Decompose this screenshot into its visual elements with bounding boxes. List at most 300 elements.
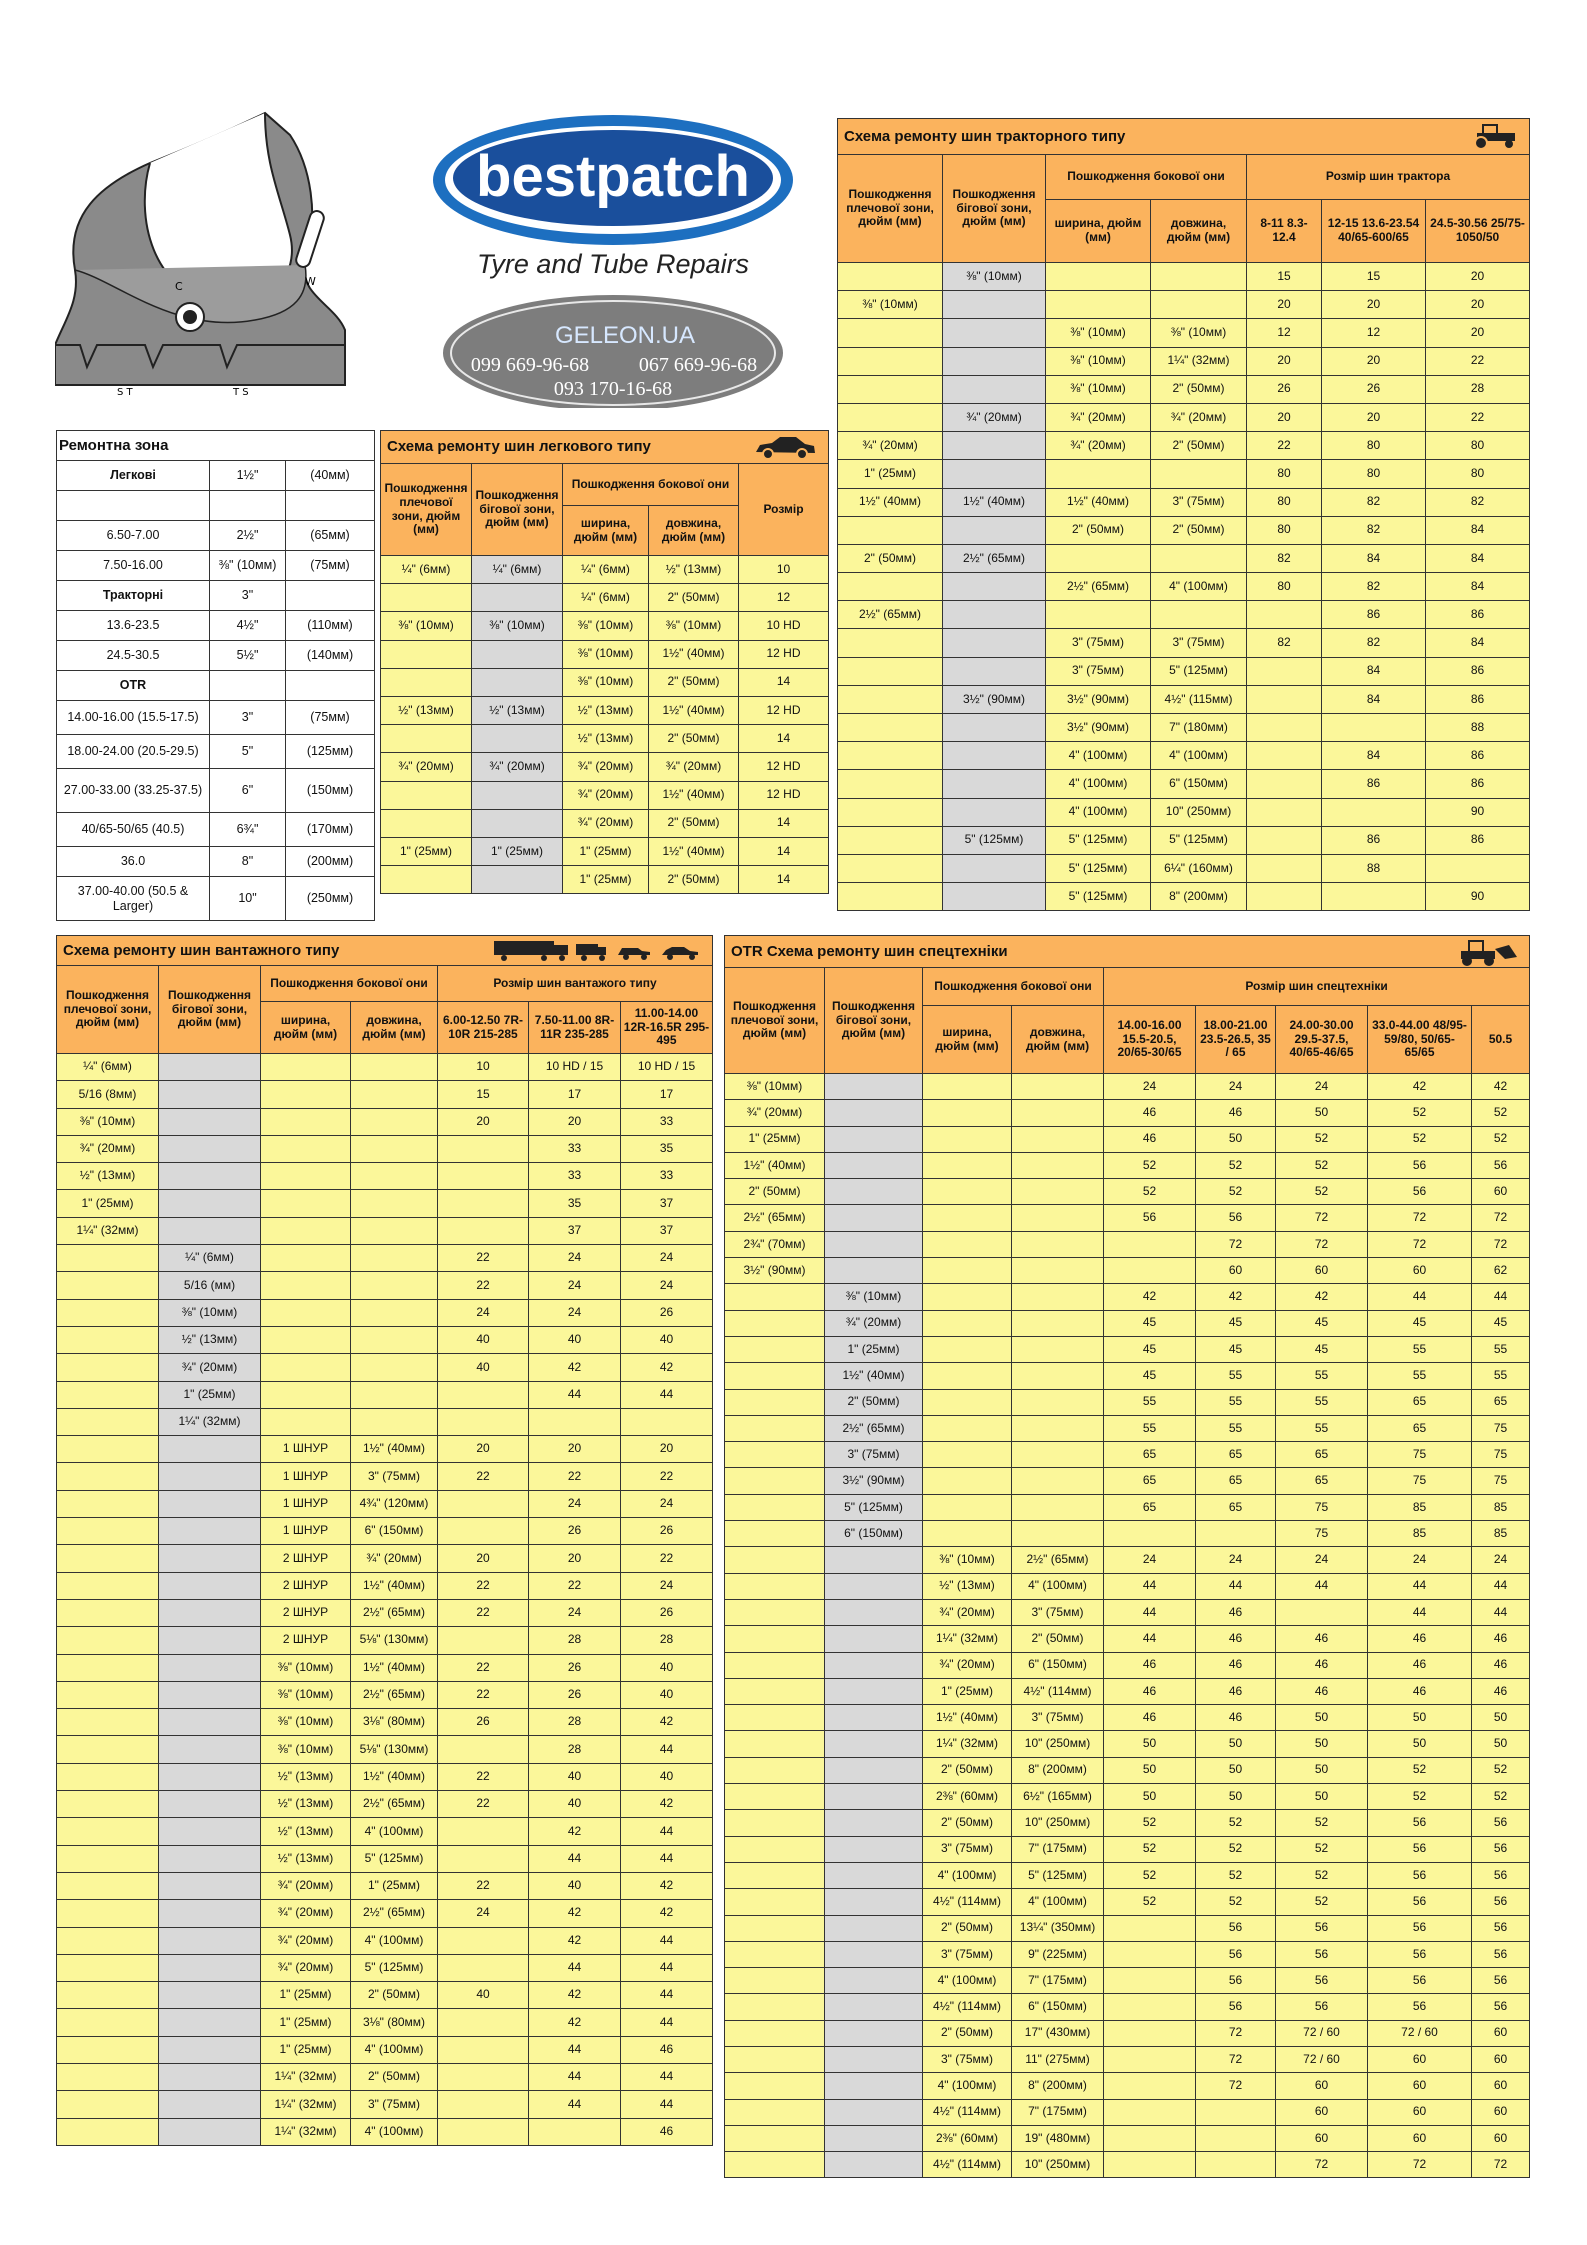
car-cell (381, 781, 472, 809)
otr-cell (1104, 2125, 1196, 2151)
tractor-cell: 8" (200мм) (1151, 883, 1247, 911)
tractor-cell (943, 883, 1046, 911)
truck-cell (57, 1900, 159, 1927)
truck-cell: 22 (438, 1463, 529, 1490)
otr-h-shoulder: Пошкодження плечової зони, дюйм (мм) (725, 968, 825, 1074)
car-block (380, 430, 828, 894)
car-h-size: Розмір (739, 464, 829, 556)
tractor-cell (838, 770, 943, 798)
truck-cell: 22 (438, 1654, 529, 1681)
truck-cell (159, 1627, 261, 1654)
truck-cell (57, 1927, 159, 1954)
otr-cell: ¾" (20мм) (923, 1599, 1012, 1625)
otr-cell: ⅜" (10мм) (725, 1074, 825, 1100)
truck-cell: 10 HD / 15 (529, 1054, 621, 1081)
otr-cell: 60 (1472, 2099, 1530, 2125)
truck-cell: 6" (150мм) (351, 1518, 438, 1545)
otr-cell: 72 (1276, 1205, 1368, 1231)
truck-row (57, 1408, 713, 1435)
otr-cell: 1" (25мм) (923, 1678, 1012, 1704)
truck-cell (261, 1135, 351, 1162)
otr-cell (1276, 1599, 1368, 1625)
otr-cell (725, 1521, 825, 1547)
otr-cell: 65 (1472, 1389, 1530, 1415)
zone-cell: 27.00-33.00 (33.25-37.5) (57, 769, 210, 813)
otr-cell: 6" (150мм) (825, 1521, 923, 1547)
zone-row (57, 769, 375, 813)
otr-cell: 45 (1368, 1310, 1472, 1336)
truck-cell: 1" (25мм) (261, 2009, 351, 2036)
truck-cell: 26 (529, 1681, 621, 1708)
otr-cell (923, 1442, 1012, 1468)
otr-cell: 17" (430мм) (1012, 2020, 1104, 2046)
otr-row (725, 1626, 1530, 1652)
truck-row (57, 1900, 713, 1927)
truck-cell: 40 (621, 1681, 713, 1708)
truck-cell: 42 (621, 1872, 713, 1899)
truck-cell: 44 (621, 1927, 713, 1954)
tractor-cell: 82 (1322, 629, 1426, 657)
otr-cell (1104, 1258, 1196, 1284)
otr-cell: 44 (1472, 1284, 1530, 1310)
otr-cell (1012, 1179, 1104, 1205)
truck-cell: 44 (621, 1845, 713, 1872)
otr-title: OTR Схема ремонту шин спецтехніки (725, 936, 1530, 968)
otr-cell (1012, 1284, 1104, 1310)
tractor-row (838, 714, 1530, 742)
truck-cell (621, 1408, 713, 1435)
otr-cell: 10" (250мм) (1012, 1731, 1104, 1757)
truck-cell (438, 1135, 529, 1162)
tractor-cell: 10" (250мм) (1151, 798, 1247, 826)
otr-cell: 52 (1104, 1152, 1196, 1178)
truck-cell: 28 (529, 1736, 621, 1763)
svg-text:S T: S T (117, 387, 133, 398)
truck-cell: ¾" (20мм) (159, 1354, 261, 1381)
zone-cell: Тракторні (57, 581, 210, 611)
tractor-cell (838, 263, 943, 291)
truck-cell: 44 (621, 2091, 713, 2118)
truck-cell (261, 1408, 351, 1435)
otr-cell (725, 1415, 825, 1441)
truck-cell (438, 1163, 529, 1190)
truck-cell: 44 (621, 1818, 713, 1845)
tractor-cell: ⅜" (10мм) (1046, 375, 1151, 403)
tractor-cell: 82 (1247, 544, 1322, 572)
tractor-cell (1247, 742, 1322, 770)
brand-text: bestpatch (476, 144, 750, 209)
otr-cell (825, 1573, 923, 1599)
otr-cell: 56 (1368, 1968, 1472, 1994)
zone-cell: 8" (210, 847, 286, 877)
truck-row (57, 1354, 713, 1381)
truck-cell: 42 (529, 1354, 621, 1381)
truck-cell (351, 1299, 438, 1326)
otr-cell (825, 1652, 923, 1678)
otr-cell: ¾" (20мм) (725, 1100, 825, 1126)
otr-cell (1012, 1205, 1104, 1231)
tractor-cell: 1½" (40мм) (1046, 488, 1151, 516)
truck-cell (438, 1518, 529, 1545)
otr-cell: 3" (75мм) (923, 2046, 1012, 2072)
zone-cell: (65мм) (286, 521, 375, 551)
truck-cell (261, 1054, 351, 1081)
car-row (381, 556, 829, 584)
otr-cell (825, 1889, 923, 1915)
truck-cell: 33 (621, 1163, 713, 1190)
tractor-cell: 20 (1247, 347, 1322, 375)
tractor-cell (838, 798, 943, 826)
truck-cell: ½" (13мм) (261, 1791, 351, 1818)
truck-row (57, 2009, 713, 2036)
truck-row (57, 1709, 713, 1736)
tractor-row (838, 573, 1530, 601)
tractor-cell: 86 (1322, 770, 1426, 798)
otr-row (725, 1126, 1530, 1152)
tractor-cell: 6" (150мм) (1151, 770, 1247, 798)
tractor-cell (943, 742, 1046, 770)
otr-cell: 52 (1196, 1179, 1276, 1205)
truck-cell (159, 1436, 261, 1463)
tractor-cell: 88 (1322, 854, 1426, 882)
zone-cell: 14.00-16.00 (15.5-17.5) (57, 701, 210, 735)
truck-cell: 33 (621, 1108, 713, 1135)
truck-cell: 24 (621, 1572, 713, 1599)
otr-cell (725, 2020, 825, 2046)
otr-cell (1104, 1994, 1196, 2020)
otr-cell: 6" (150мм) (1012, 1994, 1104, 2020)
otr-cell: 52 (1104, 1810, 1196, 1836)
tractor-cell: 12 (1247, 319, 1322, 347)
truck-row (57, 1217, 713, 1244)
car-cell: ¾" (20мм) (563, 781, 649, 809)
tractor-cell (1046, 263, 1151, 291)
car-cell: 12 HD (739, 781, 829, 809)
truck-row (57, 1545, 713, 1572)
car-row (381, 725, 829, 753)
truck-cell: 22 (438, 1245, 529, 1272)
car-cell: ⅜" (10мм) (563, 668, 649, 696)
otr-h-tread: Пошкодження бігової зони, дюйм (мм) (825, 968, 923, 1074)
truck-cell (159, 1982, 261, 2009)
tractor-cell: 5" (125мм) (1046, 883, 1151, 911)
otr-row (725, 1310, 1530, 1336)
otr-cell (1012, 1258, 1104, 1284)
truck-cell (159, 1108, 261, 1135)
tractor-cell: 86 (1426, 601, 1530, 629)
truck-cell: 33 (529, 1163, 621, 1190)
truck-h-c1: 6.00-12.50 7R-10R 215-285 (438, 1002, 529, 1054)
otr-cell (725, 1731, 825, 1757)
truck-cell: 26 (621, 1599, 713, 1626)
truck-row (57, 2118, 713, 2145)
otr-cell: 5" (125мм) (825, 1494, 923, 1520)
truck-row (57, 1681, 713, 1708)
truck-row (57, 1845, 713, 1872)
tractor-cell: 5" (125мм) (1151, 657, 1247, 685)
otr-cell (1196, 2125, 1276, 2151)
truck-cell (57, 1436, 159, 1463)
truck-row (57, 1081, 713, 1108)
truck-row (57, 1108, 713, 1135)
otr-cell: 3" (75мм) (1012, 1599, 1104, 1625)
otr-cell: 60 (1276, 2125, 1368, 2151)
otr-cell: 72 (1276, 2152, 1368, 2178)
truck-cell: 2 ШНУР (261, 1545, 351, 1572)
otr-cell (1104, 2020, 1196, 2046)
otr-row (725, 1284, 1530, 1310)
otr-cell: 1½" (40мм) (825, 1363, 923, 1389)
otr-cell: 52 (1472, 1100, 1530, 1126)
otr-cell: 52 (1472, 1784, 1530, 1810)
otr-cell: ⅜" (10мм) (825, 1284, 923, 1310)
truck-cell (57, 1736, 159, 1763)
car-cell: ¼" (6мм) (381, 556, 472, 584)
car-h-length: довжина, дюйм (мм) (649, 506, 739, 556)
truck-cell (57, 1599, 159, 1626)
car-cell: ¾" (20мм) (563, 753, 649, 781)
truck-cell: 3⅛" (80мм) (351, 2009, 438, 2036)
tractor-cell (943, 516, 1046, 544)
truck-cell (159, 1518, 261, 1545)
otr-cell (1104, 1968, 1196, 1994)
tractor-cell: 15 (1247, 263, 1322, 291)
otr-cell: 56 (1368, 1994, 1472, 2020)
truck-row (57, 1791, 713, 1818)
truck-cell (57, 1354, 159, 1381)
tractor-cell (1247, 798, 1322, 826)
otr-cell: 60 (1472, 2020, 1530, 2046)
otr-cell (1012, 1126, 1104, 1152)
truck-cell: 3⅛" (80мм) (351, 1709, 438, 1736)
truck-cell: 1" (25мм) (261, 2036, 351, 2063)
tractor-row (838, 629, 1530, 657)
otr-cell: 19" (480мм) (1012, 2125, 1104, 2151)
otr-cell (825, 1100, 923, 1126)
car-cell: 1½" (40мм) (649, 837, 739, 865)
otr-cell: 4½" (114мм) (923, 1889, 1012, 1915)
otr-cell: 65 (1368, 1415, 1472, 1441)
otr-cell: 1¼" (32мм) (923, 1626, 1012, 1652)
tractor-cell: 3½" (90мм) (1046, 714, 1151, 742)
truck-cell (159, 1954, 261, 1981)
otr-cell: 52 (1368, 1100, 1472, 1126)
tractor-cell (943, 573, 1046, 601)
truck-cell: 33 (529, 1135, 621, 1162)
otr-cell (1012, 1494, 1104, 1520)
tractor-icon (1469, 122, 1519, 150)
zone-row (57, 521, 375, 551)
car-cell: 14 (739, 866, 829, 894)
otr-cell: 72 (1196, 2046, 1276, 2072)
truck-row (57, 1299, 713, 1326)
car-cell (381, 668, 472, 696)
otr-cell: 50 (1472, 1731, 1530, 1757)
truck-cell (159, 1736, 261, 1763)
truck-cell (57, 1845, 159, 1872)
zone-cell: 6.50-7.00 (57, 521, 210, 551)
zone-cell: (150мм) (286, 769, 375, 813)
tractor-cell (1247, 714, 1322, 742)
tractor-cell: 1" (25мм) (838, 460, 943, 488)
otr-cell: 44 (1196, 1573, 1276, 1599)
tractor-cell: ⅜" (10мм) (943, 263, 1046, 291)
zone-cell (210, 671, 286, 701)
tractor-h-tread: Пошкодження бігової зони, дюйм (мм) (943, 155, 1046, 263)
truck-cell: ¾" (20мм) (261, 1927, 351, 1954)
truck-cell (159, 1081, 261, 1108)
tractor-cell (1247, 601, 1322, 629)
otr-cell: 46 (1196, 1678, 1276, 1704)
truck-cell (159, 2091, 261, 2118)
otr-cell: 50 (1104, 1784, 1196, 1810)
truck-cell: 26 (621, 1518, 713, 1545)
tractor-cell (1322, 883, 1426, 911)
otr-cell: 2" (50мм) (1012, 1626, 1104, 1652)
tractor-h-c1: 8-11 8.3-12.4 (1247, 200, 1322, 263)
otr-cell: 2⅜" (60мм) (923, 2125, 1012, 2151)
truck-cell (159, 1763, 261, 1790)
otr-cell (1012, 1389, 1104, 1415)
truck-h-size: Розмір шин вантажого типу (438, 966, 713, 1002)
zone-row (57, 701, 375, 735)
tractor-cell: 82 (1322, 516, 1426, 544)
tractor-cell: 80 (1247, 516, 1322, 544)
truck-cell (351, 1326, 438, 1353)
otr-cell: 56 (1276, 1968, 1368, 1994)
truck-cell: 44 (529, 1954, 621, 1981)
zone-cell: 7.50-16.00 (57, 551, 210, 581)
truck-cell (261, 1190, 351, 1217)
otr-cell: 85 (1472, 1521, 1530, 1547)
car-row (381, 753, 829, 781)
tractor-cell: 86 (1426, 826, 1530, 854)
otr-row (725, 2125, 1530, 2151)
truck-cell: 1½" (40мм) (351, 1654, 438, 1681)
truck-cell (438, 1381, 529, 1408)
tractor-cell (1151, 263, 1247, 291)
truck-cell: 2 ШНУР (261, 1627, 351, 1654)
zone-cell: 37.00-40.00 (50.5 & Larger) (57, 877, 210, 921)
otr-cell: 42 (1472, 1074, 1530, 1100)
truck-cell: 44 (621, 1381, 713, 1408)
truck-cell (261, 1245, 351, 1272)
truck-cell: 44 (621, 2063, 713, 2090)
otr-cell: 3½" (90мм) (725, 1258, 825, 1284)
truck-row (57, 1272, 713, 1299)
truck-cell: 1¼" (32мм) (261, 2118, 351, 2145)
otr-cell: 7" (175мм) (1012, 1968, 1104, 1994)
tractor-cell: 3" (75мм) (1046, 629, 1151, 657)
zone-cell (210, 491, 286, 521)
truck-cell: 40 (529, 1791, 621, 1818)
logo (425, 108, 805, 408)
truck-cell (261, 1299, 351, 1326)
zone-cell: (75мм) (286, 551, 375, 581)
tractor-cell: 88 (1426, 714, 1530, 742)
otr-cell: 56 (1368, 1152, 1472, 1178)
zone-cell: ⅜" (10мм) (210, 551, 286, 581)
otr-cell: 46 (1196, 1705, 1276, 1731)
zone-cell: OTR (57, 671, 210, 701)
tractor-cell: 86 (1426, 657, 1530, 685)
otr-cell: 11" (275мм) (1012, 2046, 1104, 2072)
truck-cell: ¾" (20мм) (261, 1900, 351, 1927)
otr-row (725, 1599, 1530, 1625)
otr-cell: 50 (1196, 1126, 1276, 1152)
otr-cell (825, 1626, 923, 1652)
truck-cell (351, 1081, 438, 1108)
tractor-cell (838, 685, 943, 713)
zone-row (57, 813, 375, 847)
tractor-cell: 2½" (65мм) (838, 601, 943, 629)
otr-cell: 5" (125мм) (1012, 1862, 1104, 1888)
truck-cell: 24 (621, 1245, 713, 1272)
truck-cell: 22 (438, 1599, 529, 1626)
tractor-cell: 20 (1426, 291, 1530, 319)
truck-cell: 20 (529, 1108, 621, 1135)
otr-cell (825, 1258, 923, 1284)
truck-row (57, 2036, 713, 2063)
tractor-row (838, 826, 1530, 854)
truck-cell: 28 (621, 1627, 713, 1654)
otr-cell (923, 1363, 1012, 1389)
tractor-h-side: Пошкодження бокової они (1046, 155, 1247, 200)
car-cell: 1" (25мм) (472, 837, 563, 865)
tractor-cell (1322, 798, 1426, 826)
otr-h-c3: 24.00-30.00 29.5-37.5, 40/65-46/65 (1276, 1006, 1368, 1074)
otr-cell: ¾" (20мм) (825, 1310, 923, 1336)
otr-cell: 72 / 60 (1368, 2020, 1472, 2046)
otr-cell (825, 2020, 923, 2046)
otr-cell: 50 (1104, 1731, 1196, 1757)
tractor-cell: 84 (1426, 573, 1530, 601)
tractor-cell: 82 (1247, 629, 1322, 657)
otr-cell (725, 1468, 825, 1494)
otr-cell: 1½" (40мм) (725, 1152, 825, 1178)
otr-cell: 56 (1276, 1941, 1368, 1967)
tractor-cell: 86 (1426, 770, 1530, 798)
tractor-cell: 82 (1322, 488, 1426, 516)
otr-row (725, 1652, 1530, 1678)
otr-h-c2: 18.00-21.00 23.5-26.5, 35 / 65 (1196, 1006, 1276, 1074)
truck-cell (438, 1927, 529, 1954)
tractor-cell (1046, 544, 1151, 572)
otr-cell: 55 (1196, 1389, 1276, 1415)
zone-row (57, 581, 375, 611)
truck-cell: 42 (529, 1927, 621, 1954)
otr-cell (725, 1599, 825, 1625)
otr-cell (825, 1994, 923, 2020)
truck-cell: 3" (75мм) (351, 2091, 438, 2118)
truck-cell: 35 (621, 1135, 713, 1162)
repair-zone-title: Ремонтна зона (57, 431, 375, 461)
car-cell: ¾" (20мм) (381, 753, 472, 781)
truck-cell (261, 1163, 351, 1190)
truck-cell: 22 (621, 1545, 713, 1572)
tractor-cell (1426, 854, 1530, 882)
otr-cell: 50 (1196, 1784, 1276, 1810)
otr-cell (1104, 1941, 1196, 1967)
tractor-cell (943, 657, 1046, 685)
otr-cell: 45 (1104, 1336, 1196, 1362)
truck-h-shoulder: Пошкодження плечової зони, дюйм (мм) (57, 966, 159, 1054)
otr-cell (725, 1968, 825, 1994)
otr-cell: 3" (75мм) (923, 1836, 1012, 1862)
otr-cell (725, 1678, 825, 1704)
otr-row (725, 1231, 1530, 1257)
otr-cell (825, 1968, 923, 1994)
